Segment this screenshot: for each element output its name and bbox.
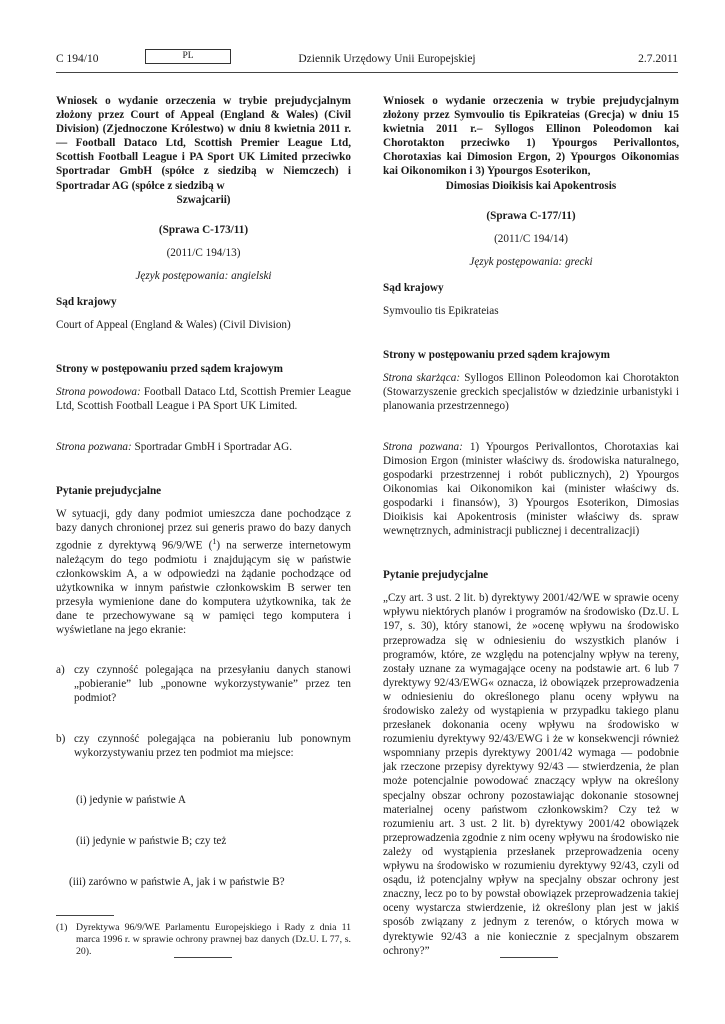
list-item	[56, 732, 351, 760]
right-defendant-text: 1) Ypourgos Perivallontos, Chorotaxias kai Dimosion Ergon (minister właściwy ds. środowiska naturalnego, gospodarki przestrzennej i robót publicznych), 2) Ypourgos Oikonomias kai Oikonomikon kai (minister właściwy ds. gospodarki i finansów), 3) Ypourgos Esoterikon, Dimosias Dioikisis kai Apokentrosis (minister właściwy ds. spraw wewnętrznych, administracji publicznej i decentralizacji)	[383, 440, 679, 538]
right-defendant	[383, 440, 679, 539]
language-box: PL	[145, 49, 231, 64]
left-plaintiff-label: Strona powodowa:	[56, 386, 141, 399]
left-defendant	[56, 440, 351, 454]
right-question: „Czy art. 3 ust. 2 lit. b) dyrektywy 2001/42/WE w sprawie oceny wpływu niektórych planów i programów na środowisko (Dz.U. L 197, s. 30), który stanowi, że »ocenę wpływu na środowisko przeprowadza się w odniesieniu do wszystkich planów i programów, które, ze względu na potencjalny wpływ na tereny, zostały uznane za wymagające oceny na podstawie art. 6 lub 7 dyrektywy 92/43/EWG« oznacza, iż obowiązek przeprowadzenia w odniesieniu do określonego planu oceny wpływu na środowisko zależy od wystąpienia w przypadku takiego planu przesłanek dokonania oceny wpływu na środowisko w rozumieniu dyrektywy 92/43/EWG i że w konsekwencji również wspomniany przepis dyrektywy 2001/42 wymaga — podobnie jak rzeczone przepisy dyrektywy 92/43 — stwierdzenia, że plan może potencjalnie powodować znaczący wpływ na określony specjalny obszar ochrony pozostawiając dokonanie stosownej materialnej oceny państwom członkowskim? Czy też w rozumieniu art. 3 ust. 2 lit. b) dyrektywy 2001/42 obowiązek przeprowadzenia zgodnie z nim oceny wpływu na środowisko nie zależy od wystąpienia przesłanek przeprowadzenia oceny wpływu na środowisko w rozumieniu dyrektywy 92/43, czyli od osądu, iż potencjalny wpływ na specjalny obszar ochrony jest znaczny, lecz po to by powstał obowiązek przeprowadzenia takiej oceny wystarcza stwierdzenie, iż określony plan jest w jakiś sposób związany z jednym z terenów, o których mowa w dyrektywie 92/43 a nie koniecznie z specjalnym obszarem ochrony?”	[383, 592, 679, 957]
right-plaintiff-text: Syllogos Ellinon Poleodomon kai Chorotakton (Stowarzyszenie greckich specjalistów w dziedzinie urbanistyki i planowania przestrzennego)	[383, 372, 679, 413]
left-court: Court of Appeal (England & Wales) (Civil Division)	[56, 319, 291, 332]
right-title: Wniosek o wydanie orzeczenia w trybie prejudycjalnym złożony przez Symvoulio tis Epikrateias (Grecja) w dniu 15 kwietnia 2011 r.– Syllogos Ellinon Poleodomon kai Chorotakton przeciwko 1) Ypourgos Perivallontos, Chorotaxias kai Dimosion Ergon, 2) Ypourgos Oikonomias kai Oikonomikon i 3) Ypourgos Esoterikon,	[383, 95, 679, 178]
left-defendant-text: Sportradar GmbH i Sportradar AG.	[131, 440, 293, 453]
right-language: Język postępowania: grecki	[469, 255, 593, 268]
left-question-part-a: W sytuacji, gdy dany podmiot umieszcza dane pochodzące z bazy danych chronionej przez sui generis prawo do bazy danych zgodnie z dyrektywą 96/9/WE (	[56, 507, 351, 552]
list-item-label: a)	[56, 664, 65, 677]
sub-item: (i) jedynie w państwie A	[76, 793, 186, 806]
left-oj-reference: (2011/C 194/13)	[166, 246, 241, 259]
list-item-text: czy czynność polegająca na przesyłaniu danych stanowi „pobieranie” lub „ponowne wykorzystywanie” przez ten podmiot?	[74, 664, 351, 705]
bottom-rule-right	[500, 957, 558, 958]
left-language: Język postępowania: angielski	[135, 269, 272, 282]
right-case-number: (Sprawa C-177/11)	[486, 209, 576, 222]
right-defendant-label: Strona pozwana:	[383, 440, 463, 453]
right-court-heading: Sąd krajowy	[383, 281, 444, 294]
right-column	[383, 94, 679, 958]
left-question-part-b: ) na serwerze internetowym należącym do tego podmiotu i znajdującym się w państwie członkowskim A, a w odpowiedzi na żądanie pochodzące od użytkownika w innym państwie członkowskim B serwer ten przesyła wymienione dane do komputera użytkownika, tak że dane te przechowywane są w pamięci tego komputera i wyświetlane na jego ekranie:	[56, 539, 352, 637]
list-item-label: b)	[56, 732, 66, 745]
right-title-last-line: Dimosias Dioikisis kai Apokentrosis	[445, 179, 617, 192]
left-title-last-line: Szwajcarii)	[176, 193, 231, 206]
left-defendant-label: Strona pozwana:	[56, 440, 132, 453]
header-rule	[56, 72, 678, 73]
sub-item: (iii) zarówno w państwie A, jak i w państwie B?	[69, 875, 285, 888]
left-parties-heading: Strony w postępowaniu przed sądem krajowym	[56, 363, 283, 376]
left-plaintiff-text: Football Dataco Ltd, Scottish Premier League Ltd, Scottish Football League i PA Sport UK Limited.	[56, 386, 351, 413]
footnote-label: (1)	[56, 922, 68, 934]
left-plaintiff	[56, 385, 351, 413]
page-header	[56, 49, 678, 71]
left-title: Wniosek o wydanie orzeczenia w trybie prejudycjalnym złożony przez Court of Appeal (England & Wales) (Civil Division) (Zjednoczone Królestwo) w dniu 8 kwietnia 2011 r. — Football Dataco Ltd, Scottish Premier League Ltd, Scottish Football League i PA Sport UK Limited przeciwko Sportradar GmbH (spółce z siedzibą w Niemczech) i Sportradar AG (spółce z siedzibą w	[56, 95, 351, 192]
left-court-heading: Sąd krajowy	[56, 296, 117, 309]
left-case-number: (Sprawa C-173/11)	[158, 223, 249, 236]
list-item-text: czy czynność polegająca na pobieraniu lub ponownym wykorzystywaniu przez ten podmiot ma miejsce:	[74, 732, 351, 759]
sub-item: (ii) jedynie w państwie B; czy też	[76, 834, 227, 847]
publication-date: 2.7.2011	[638, 53, 678, 65]
footnote-rule	[56, 915, 114, 916]
right-plaintiff	[383, 371, 679, 413]
right-court: Symvoulio tis Epikrateias	[383, 305, 499, 318]
right-plaintiff-label: Strona skarżąca:	[383, 372, 461, 385]
list-item	[56, 663, 351, 705]
left-column	[56, 94, 351, 959]
left-question-heading: Pytanie prejudycjalne	[56, 484, 162, 497]
journal-title: Dziennik Urzędowy Unii Europejskiej	[298, 53, 476, 65]
footnote-text: Dyrektywa 96/9/WE Parlamentu Europejskiego i Rady z dnia 11 marca 1996 r. w sprawie ochrony prawnej baz danych (Dz.U. L 77, s. 20).	[76, 922, 351, 958]
left-question	[56, 507, 351, 638]
right-oj-reference: (2011/C 194/14)	[494, 232, 568, 245]
footnote-reference: 1	[212, 536, 217, 546]
right-question-heading: Pytanie prejudycjalne	[383, 569, 489, 582]
right-parties-heading: Strony w postępowaniu przed sądem krajowym	[383, 349, 610, 362]
bottom-rule-left	[174, 957, 232, 958]
footnote	[56, 922, 351, 959]
page-reference: C 194/10	[56, 53, 99, 65]
